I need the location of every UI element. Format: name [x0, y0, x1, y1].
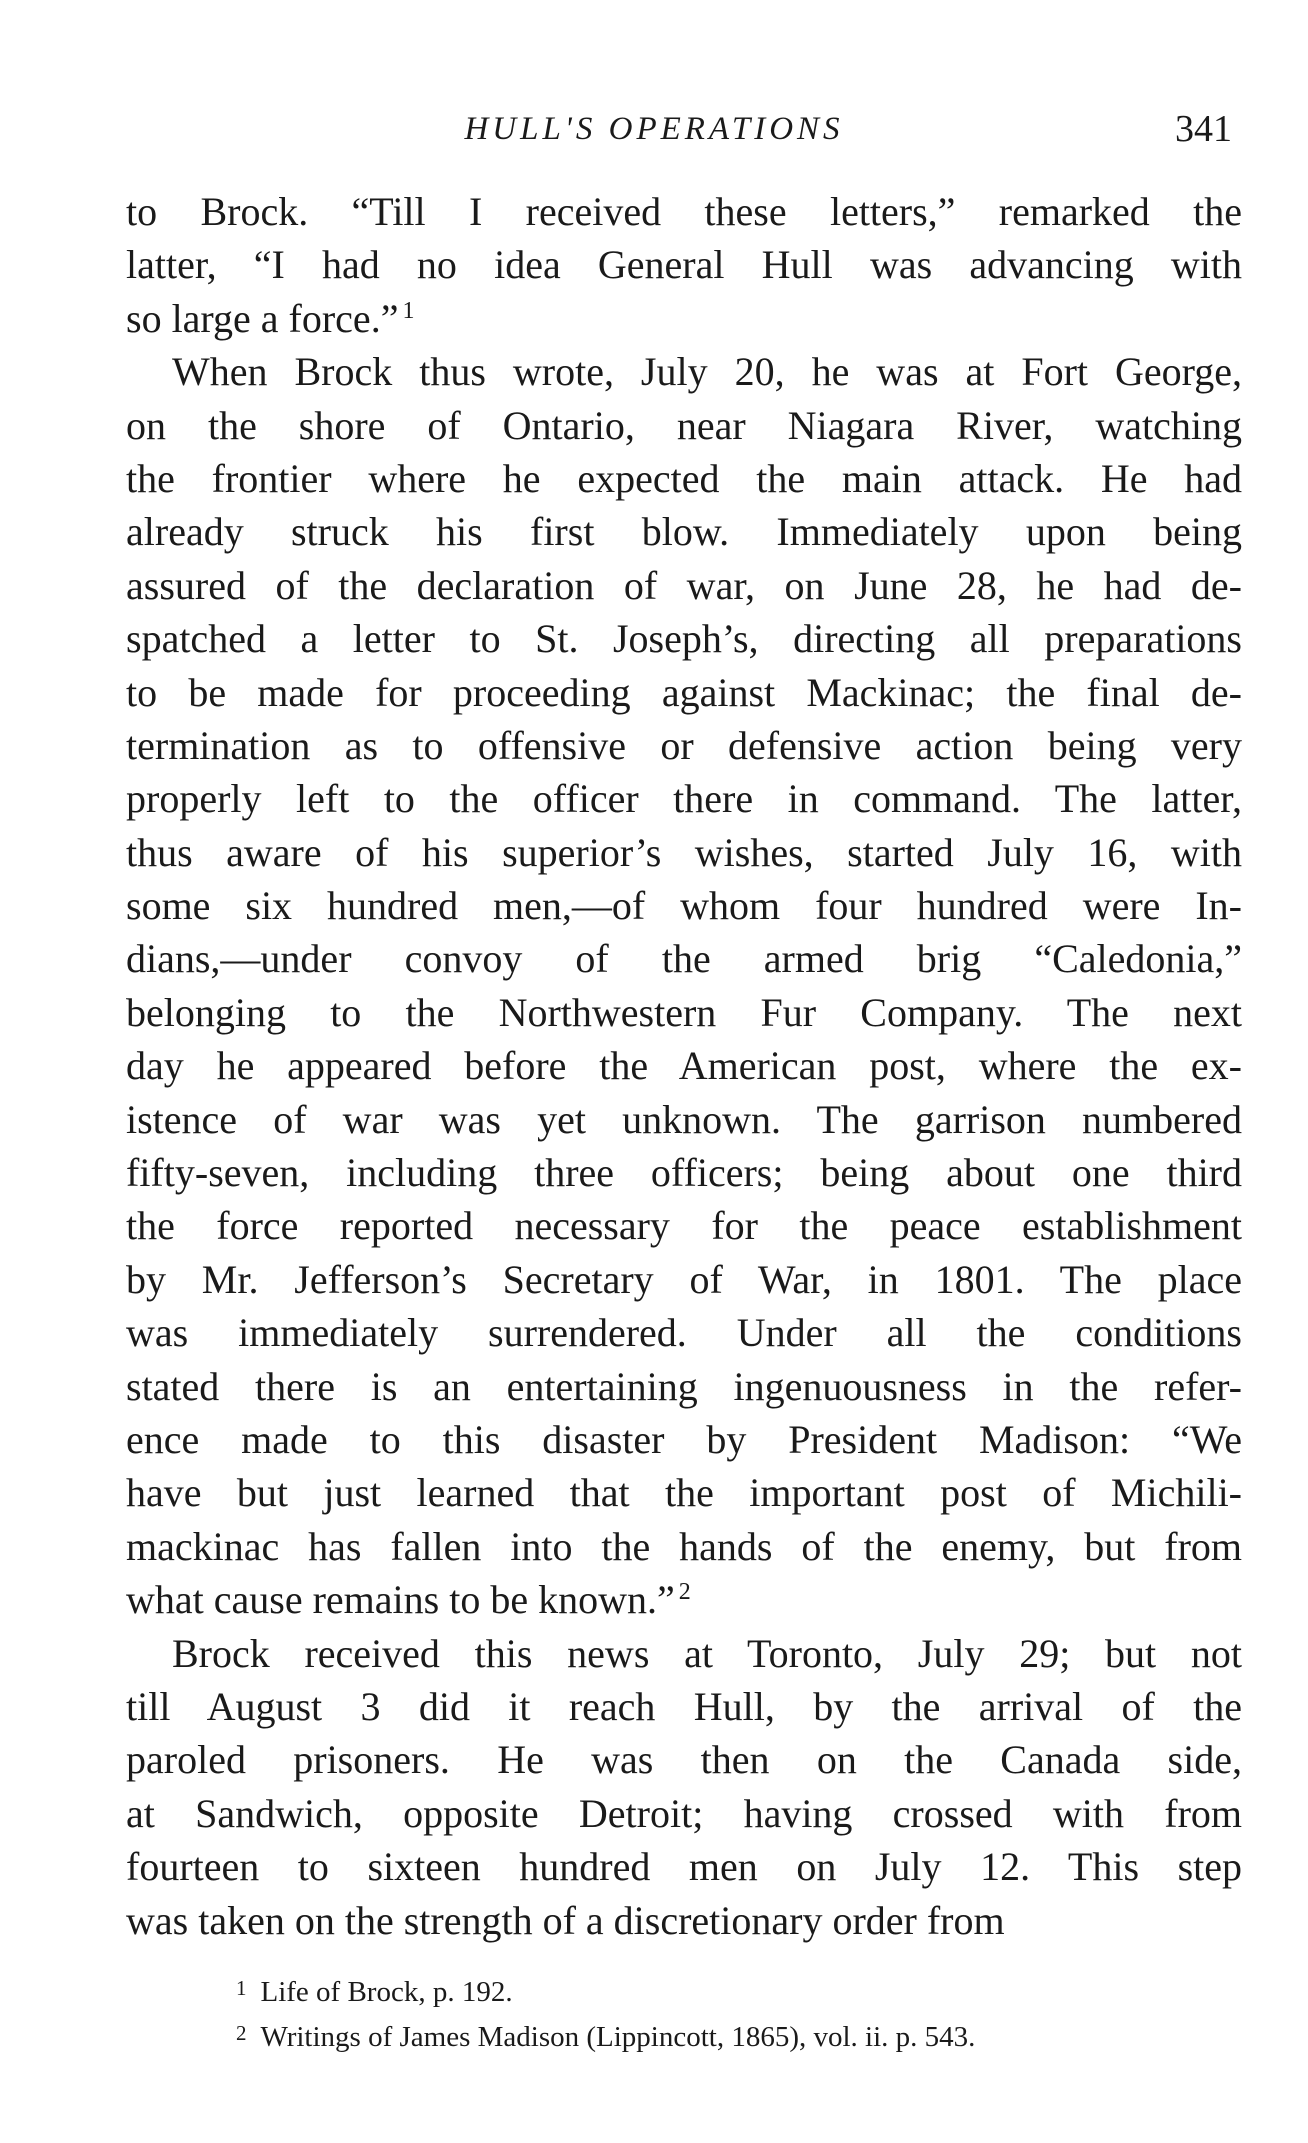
line-text: spatched a letter to St. Joseph’s, directing all preparations [126, 616, 1242, 662]
line-text: was taken on the strength of a discretionary order from [126, 1897, 1005, 1943]
text-line [126, 666, 1242, 719]
text-line [126, 1840, 1242, 1893]
line-text: the force reported necessary for the peace establishment [126, 1203, 1242, 1249]
text-line [126, 1039, 1242, 1092]
line-text: fourteen to sixteen hundred men on July 12. This step [126, 1844, 1242, 1890]
line-text: When Brock thus wrote, July 20, he was at Fort George, [172, 349, 1242, 395]
line-text: istence of war was yet unknown. The garrison numbered [126, 1096, 1242, 1142]
line-text: assured of the declaration of war, on June 28, he had de- [126, 562, 1242, 608]
line-text: mackinac has fallen into the hands of the enemy, but from [126, 1523, 1242, 1569]
page-number: 341 [1175, 108, 1232, 150]
text-line [126, 1360, 1242, 1413]
footnote [236, 1968, 1236, 2013]
line-text: thus aware of his superior’s wishes, started July 16, with [126, 829, 1242, 875]
line-text: on the shore of Ontario, near Niagara River, watching [126, 402, 1242, 448]
text-line [126, 505, 1242, 558]
line-text: dians,—under convoy of the armed brig “Caledonia,” [126, 936, 1242, 982]
text-line [126, 1680, 1242, 1733]
running-head [0, 104, 1308, 154]
text-line [126, 185, 1242, 238]
line-text: termination as to offensive or defensive action being very [126, 722, 1242, 768]
footnote-reference: 2 [678, 1579, 691, 1606]
text-line [126, 1573, 1242, 1626]
text-line [126, 559, 1242, 612]
line-text: stated there is an entertaining ingenuousness in the refer- [126, 1363, 1242, 1409]
text-line [126, 1093, 1242, 1146]
paragraph [126, 345, 1242, 1626]
text-line [126, 399, 1242, 452]
body-text [126, 185, 1242, 1947]
paragraph [126, 185, 1242, 345]
text-line [126, 826, 1242, 879]
line-text: belonging to the Northwestern Fur Company. The next [126, 989, 1242, 1035]
line-text: have but just learned that the important post of Michili- [126, 1470, 1242, 1516]
text-line [126, 719, 1242, 772]
line-text: already struck his first blow. Immediately upon being [126, 509, 1242, 555]
text-line [126, 1733, 1242, 1786]
line-text: at Sandwich, opposite Detroit; having crossed with from [126, 1790, 1242, 1836]
text-line [126, 1520, 1242, 1573]
line-text: to be made for proceeding against Mackinac; the final de- [126, 669, 1242, 715]
line-text: latter, “I had no idea General Hull was advancing with [126, 242, 1242, 288]
line-text: ence made to this disaster by President Madison: “We [126, 1416, 1242, 1462]
line-text: to Brock. “Till I received these letters,” remarked the [126, 189, 1242, 234]
footnote-text: Writings of James Madison (Lippincott, 1865), vol. ii. p. 543. [260, 2021, 976, 2053]
line-text: till August 3 did it reach Hull, by the arrival of the [126, 1683, 1242, 1729]
text-line [126, 238, 1242, 291]
line-text: what cause remains to be known.” [126, 1577, 675, 1623]
text-line [126, 1894, 1242, 1947]
text-line [126, 1413, 1242, 1466]
line-text: day he appeared before the American post, where the ex- [126, 1043, 1242, 1089]
paragraph [126, 1627, 1242, 1947]
text-line [126, 986, 1242, 1039]
text-line [126, 452, 1242, 505]
footnote-text: Life of Brock, p. 192. [260, 1976, 513, 2008]
text-line [126, 879, 1242, 932]
text-line [126, 1199, 1242, 1252]
footnotes [236, 1968, 1236, 2058]
text-line [126, 1146, 1242, 1199]
line-text: properly left to the officer there in command. The latter, [126, 776, 1242, 822]
text-line [126, 1627, 1242, 1680]
text-line [126, 1306, 1242, 1359]
line-text: so large a force.” [126, 295, 399, 341]
text-line [126, 1466, 1242, 1519]
line-text: some six hundred men,—of whom four hundred were In- [126, 883, 1242, 929]
line-text: fifty-seven, including three officers; being about one third [126, 1150, 1242, 1196]
line-text: paroled prisoners. He was then on the Canada side, [126, 1737, 1242, 1783]
line-text: the frontier where he expected the main attack. He had [126, 455, 1242, 501]
text-line [126, 292, 1242, 345]
text-line [126, 345, 1242, 398]
running-title: HULL'S OPERATIONS [464, 111, 844, 147]
footnote-mark: 2 [236, 2021, 247, 2045]
footnote-mark: 1 [236, 1976, 247, 2000]
line-text: Brock received this news at Toronto, July 29; but not [172, 1630, 1242, 1676]
text-line [126, 612, 1242, 665]
footnote [236, 2013, 1236, 2058]
line-text: by Mr. Jefferson’s Secretary of War, in 1801. The place [126, 1256, 1242, 1302]
text-line [126, 1253, 1242, 1306]
text-line [126, 772, 1242, 825]
line-text: was immediately surrendered. Under all the conditions [126, 1310, 1242, 1356]
text-line [126, 932, 1242, 985]
footnote-reference: 1 [402, 297, 415, 324]
text-line [126, 1787, 1242, 1840]
